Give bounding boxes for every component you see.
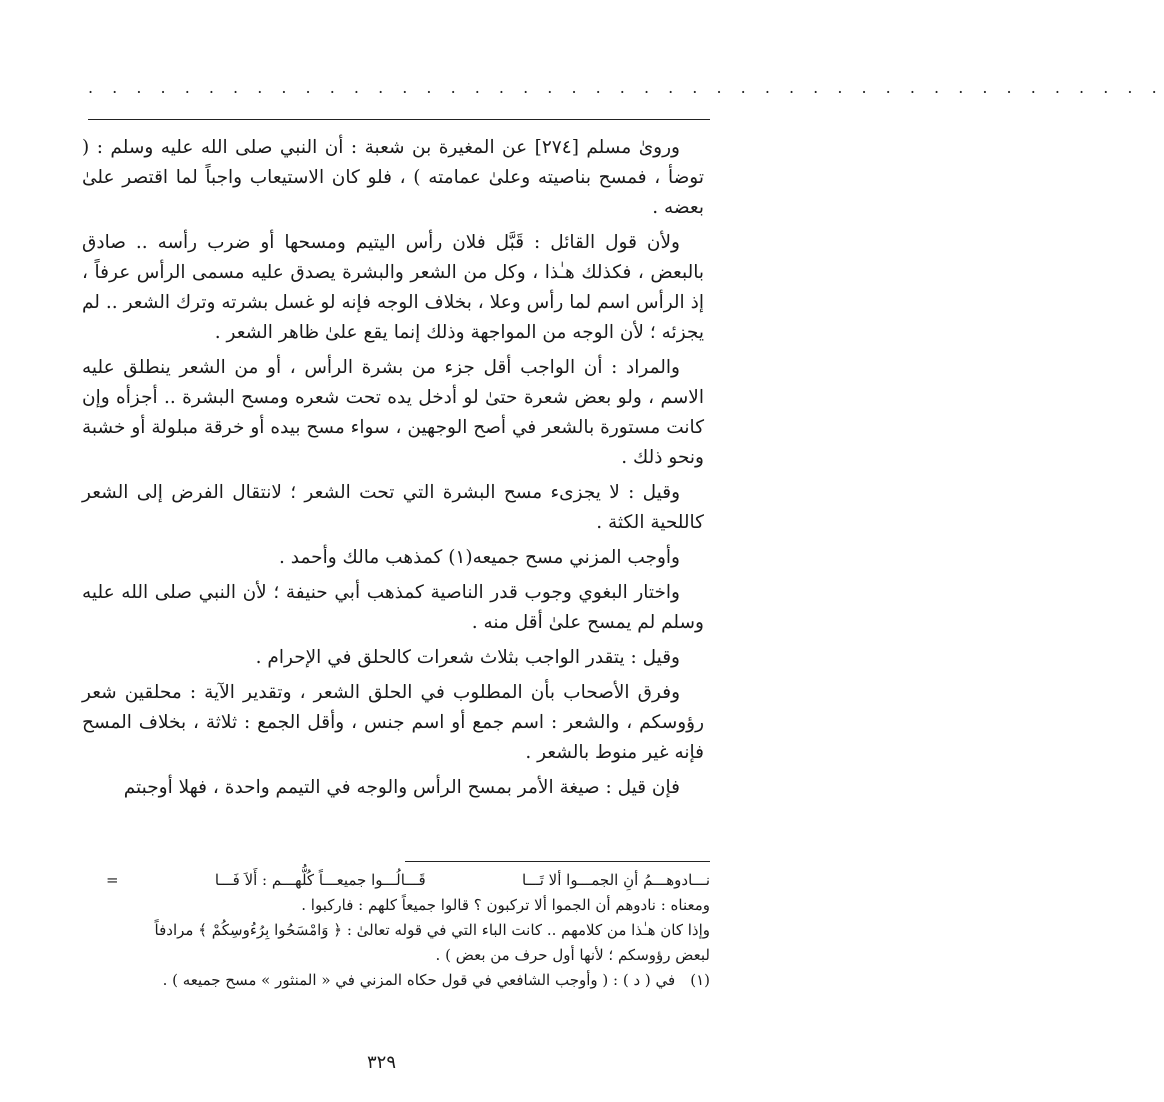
footnote-quran-line: وإذا كان هـٰذا من كلامهم .. كانت الباء التي في قوله تعالىٰ : ﴿ وَامْسَحُوا بِرُءُوسِكُمْ ﴾ مرادفاً [154,921,710,939]
verse-continuation-marker: = [106,871,119,889]
footnote-rule [405,861,710,862]
header-dotted-line: . . . . . . . . . . . . . . . . . . . . . . . . . . . . . . . . . . . . . . . . . . . . . [88,78,1164,97]
paragraph-objection: فإن قيل : صيغة الأمر بمسح الرأس والوجه في التيمم واحدة ، فهلا أوجبتم [123,777,680,798]
paragraph-three-hairs: وقيل : يتقدر الواجب بثلاث شعرات كالحلق في الإحرام . [255,647,680,668]
paragraph-meaning: والمراد : أن الواجب أقل جزء من بشرة الرأس ، أو من الشعر ينطلق عليه الاسم ، ولو بعض شعرة حتىٰ لو أدخل يده تحت شعره ومسح البشرة .. أجزأه وإن كانت مستورة بالشعر في أصح الوجهين ، سواء مسح بيده أو خرقة مبلولة أو خشبة ونحو ذلك . [82,357,704,468]
footnote-verse [82,868,710,893]
verse-hemistich-2: قَـــالُـــوا جميعـــاً كُلُّهـــم : أَلاَ فَـــا [214,871,426,889]
paragraph-muslim-narration: وروىٰ مسلم [٢٧٤] عن المغيرة بن شعبة : أن النبي صلى الله عليه وسلم : ( توضأ ، فمسح بناصيته وعلىٰ عمامته ) ، فلو كان الاستيعاب واجباً لما اقتصر علىٰ بعضه . [82,137,704,218]
main-text [82,133,704,808]
paragraph-speaker-statement: ولأن قول القائل : قَبَّل فلان رأس اليتيم ومسحها أو ضرب رأسه .. صادق بالبعض ، فكذلك هـٰذا ، وكل من الشعر والبشرة يصدق عليه مسمى الرأس عرفاً ، إذ الرأس اسم لما رأس وعلا ، بخلاف الوجه فإنه لو غسل بشرته وترك الشعر .. لم يجزئه ؛ لأن الوجه من المواجهة وذلك إنما يقع علىٰ ظاهر الشعر . [82,232,704,343]
paragraph-opinion-skin: وقيل : لا يجزىء مسح البشرة التي تحت الشعر ؛ لانتقال الفرض إلى الشعر كاللحية الكثة . [82,482,704,533]
footnote-1-text: في ( د ) : ( وأوجب الشافعي في قول حكاه المزني في « المنثور » مسح جميعه ) . [162,971,676,989]
footnote-1 [82,968,710,993]
footnote-1-number: (١) [690,971,710,989]
footnotes [82,868,710,993]
footnote-meaning-line: ومعناه : نادوهم أن الجموا ألا تركبون ؟ قالوا جميعاً كلهم : فاركبوا . [301,896,710,914]
paragraph-muzani: وأوجب المزني مسح جميعه(١) كمذهب مالك وأحمد . [278,547,680,568]
paragraph-distinction: وفرق الأصحاب بأن المطلوب في الحلق الشعر ، وتقدير الآية : محلقين شعر رؤوسكم ، والشعر : اسم جمع أو اسم جنس ، وأقل الجمع : ثلاثة ، بخلاف المسح فإنه غير منوط بالشعر . [82,682,704,763]
verse-hemistich-1: نـــادوهـــمُ أنِ الجمـــوا ألا تَـــا [521,871,710,889]
paragraph-baghawi: واختار البغوي وجوب قدر الناصية كمذهب أبي حنيفة ؛ لأن النبي صلى الله عليه وسلم لم يمسح علىٰ أقل منه . [82,582,704,633]
footnote-closing-line: لبعض رؤوسكم ؛ لأنها أول حرف من بعض ) . [435,946,710,964]
page-number: ٣٢٩ [366,1052,396,1073]
header-rule [88,119,710,120]
